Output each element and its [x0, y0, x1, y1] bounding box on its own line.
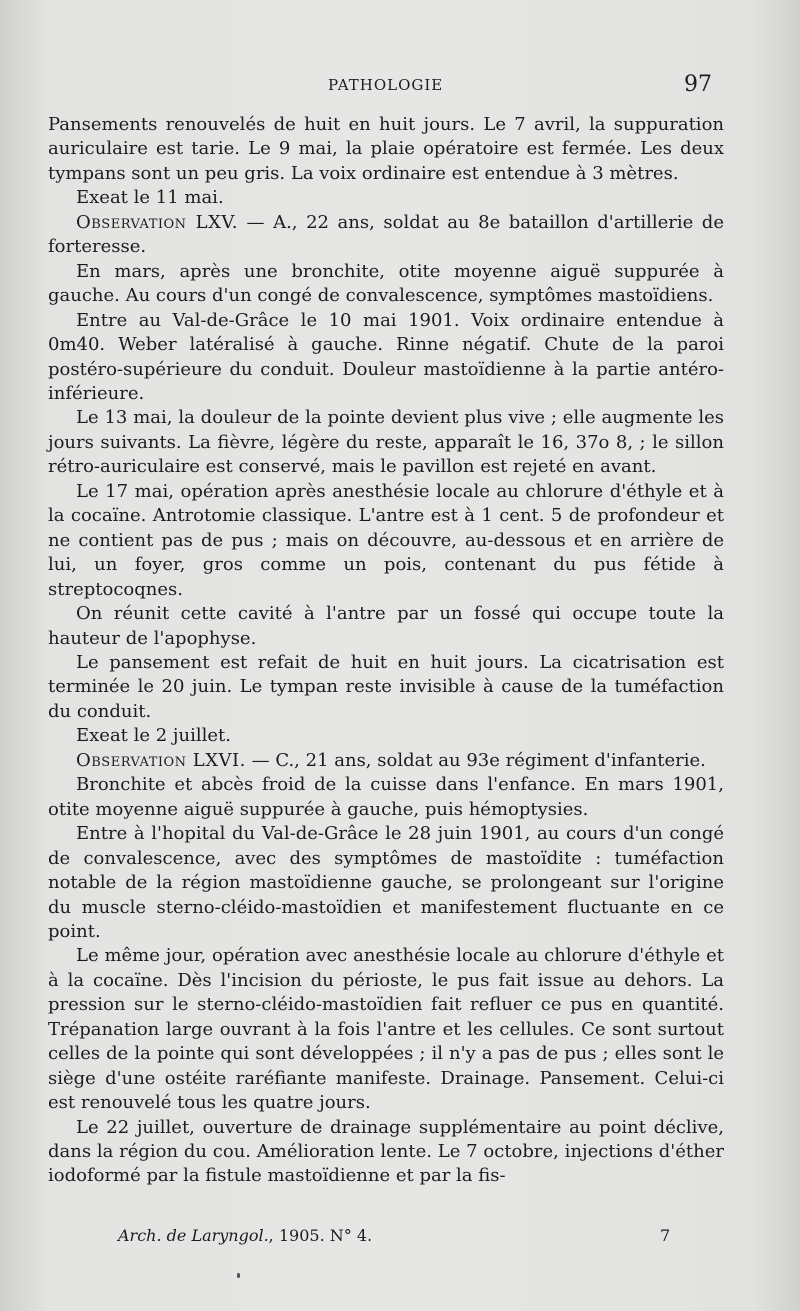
paragraph: Pansements renouvelés de huit en huit jours. Le 7 avril, la suppuration auriculaire est tarie. Le 9 mai, la plaie opératoire est fermée. Les deux tympans sont un peu gris. La voix ordinaire est entendue à 3 mètres.	[48, 114, 724, 184]
page-footer	[0, 1226, 800, 1254]
paragraph: Entre à l'hopital du Val-de-Grâce le 28 juin 1901, au cours d'un congé de convalescence, avec des symptômes de mastoïdite : tuméfaction notable de la région mastoïdienne gauche, se prolongeant sur l'origine du muscle sterno-cléido-mastoïdien et manifestement fluctuante en ce point.	[48, 823, 724, 942]
paragraph: En mars, après une bronchite, otite moyenne aiguë suppurée à gauche. Au cours d'un congé de convalescence, symptômes mastoïdiens.	[48, 260, 724, 307]
paragraph: On réunit cette cavité à l'antre par un fossé qui occupe toute la hauteur de l'apophyse.	[48, 603, 724, 649]
journal-year-issue: , 1905. N° 4.	[268, 1226, 373, 1245]
paragraph: Entre au Val-de-Grâce le 10 mai 1901. Voix ordinaire entendue à 0m40. Weber latéralisé à gauche. Rinne négatif. Chute de la paroi postéro-supérieure du conduit. Douleur mastoïdienne à la partie antéro-inférieure.	[48, 309, 724, 404]
journal-title: Arch. de Laryngol.	[118, 1226, 269, 1245]
signature-number: 7	[660, 1226, 671, 1245]
observation-label: Observation LXVI.	[76, 749, 246, 771]
paragraph: Le 17 mai, opération après anesthésie locale au chlorure d'éthyle et à la cocaïne. Antrotomie classique. L'antre est à 1 cent. 5 de profondeur et ne contient pas de pus ; mais on découvre, au-dessous et en arrière de lui, un foyer, gros comme un pois, contenant du pus fétide à streptocoqnes.	[48, 480, 724, 600]
paragraph: Le même jour, opération avec anesthésie locale au chlorure d'éthyle et à la cocaïne. Dès l'incision du périoste, le pus fait issue au dehors. La pression sur le sterno-cléido-mastoïdien fait refluer ce pus en quantité. Trépanation large ouvrant à la fois l'antre et les cellules. Ce sont surtout celles de la pointe qui sont développées ; il n'y a pas de pus ; elles sont le siège d'une ostéite raréfiante manifeste. Drainage. Pansement. Celui-ci est renouvelé tous les quatre jours.	[48, 945, 724, 1114]
paragraph: Le pansement est refait de huit en huit jours. La cicatrisation est terminée le 20 juin. Le tympan reste invisible à cause de la tuméfaction du conduit.	[48, 651, 724, 722]
journal-signature	[118, 1226, 372, 1245]
ink-speck	[237, 1273, 240, 1278]
observation-text: — A., 22 ans, soldat au 8e bataillon d'artillerie de forteresse.	[48, 211, 724, 258]
body-text	[48, 113, 724, 1189]
paragraph: Exeat le 2 juillet.	[76, 725, 231, 747]
page-header	[0, 72, 800, 100]
observation-label: Observation LXV.	[76, 211, 238, 233]
observation-heading	[48, 211, 724, 260]
paragraph: Bronchite et abcès froid de la cuisse dans l'enfance. En mars 1901, otite moyenne aiguë suppurée à gauche, puis hémoptysies.	[48, 774, 724, 820]
paragraph: Le 13 mai, la douleur de la pointe devient plus vive ; elle augmente les jours suivants. La fièvre, légère du reste, apparaît le 16, 37o 8, ; le sillon rétro-auriculaire est conservé, mais le pavillon est rejeté en avant.	[48, 407, 724, 478]
page-number: 97	[684, 72, 712, 97]
paragraph: Le 22 juillet, ouverture de drainage supplémentaire au point déclive, dans la région du cou. Amélioration lente. Le 7 octobre, injections d'éther iodoformé par la fistule mastoïdienne et par la fis-	[48, 1116, 724, 1187]
running-head: PATHOLOGIE	[328, 76, 444, 94]
paragraph: Exeat le 11 mai.	[76, 187, 224, 209]
observation-text: — C., 21 ans, soldat au 93e régiment d'infanterie.	[245, 749, 706, 771]
observation-heading	[48, 749, 724, 773]
